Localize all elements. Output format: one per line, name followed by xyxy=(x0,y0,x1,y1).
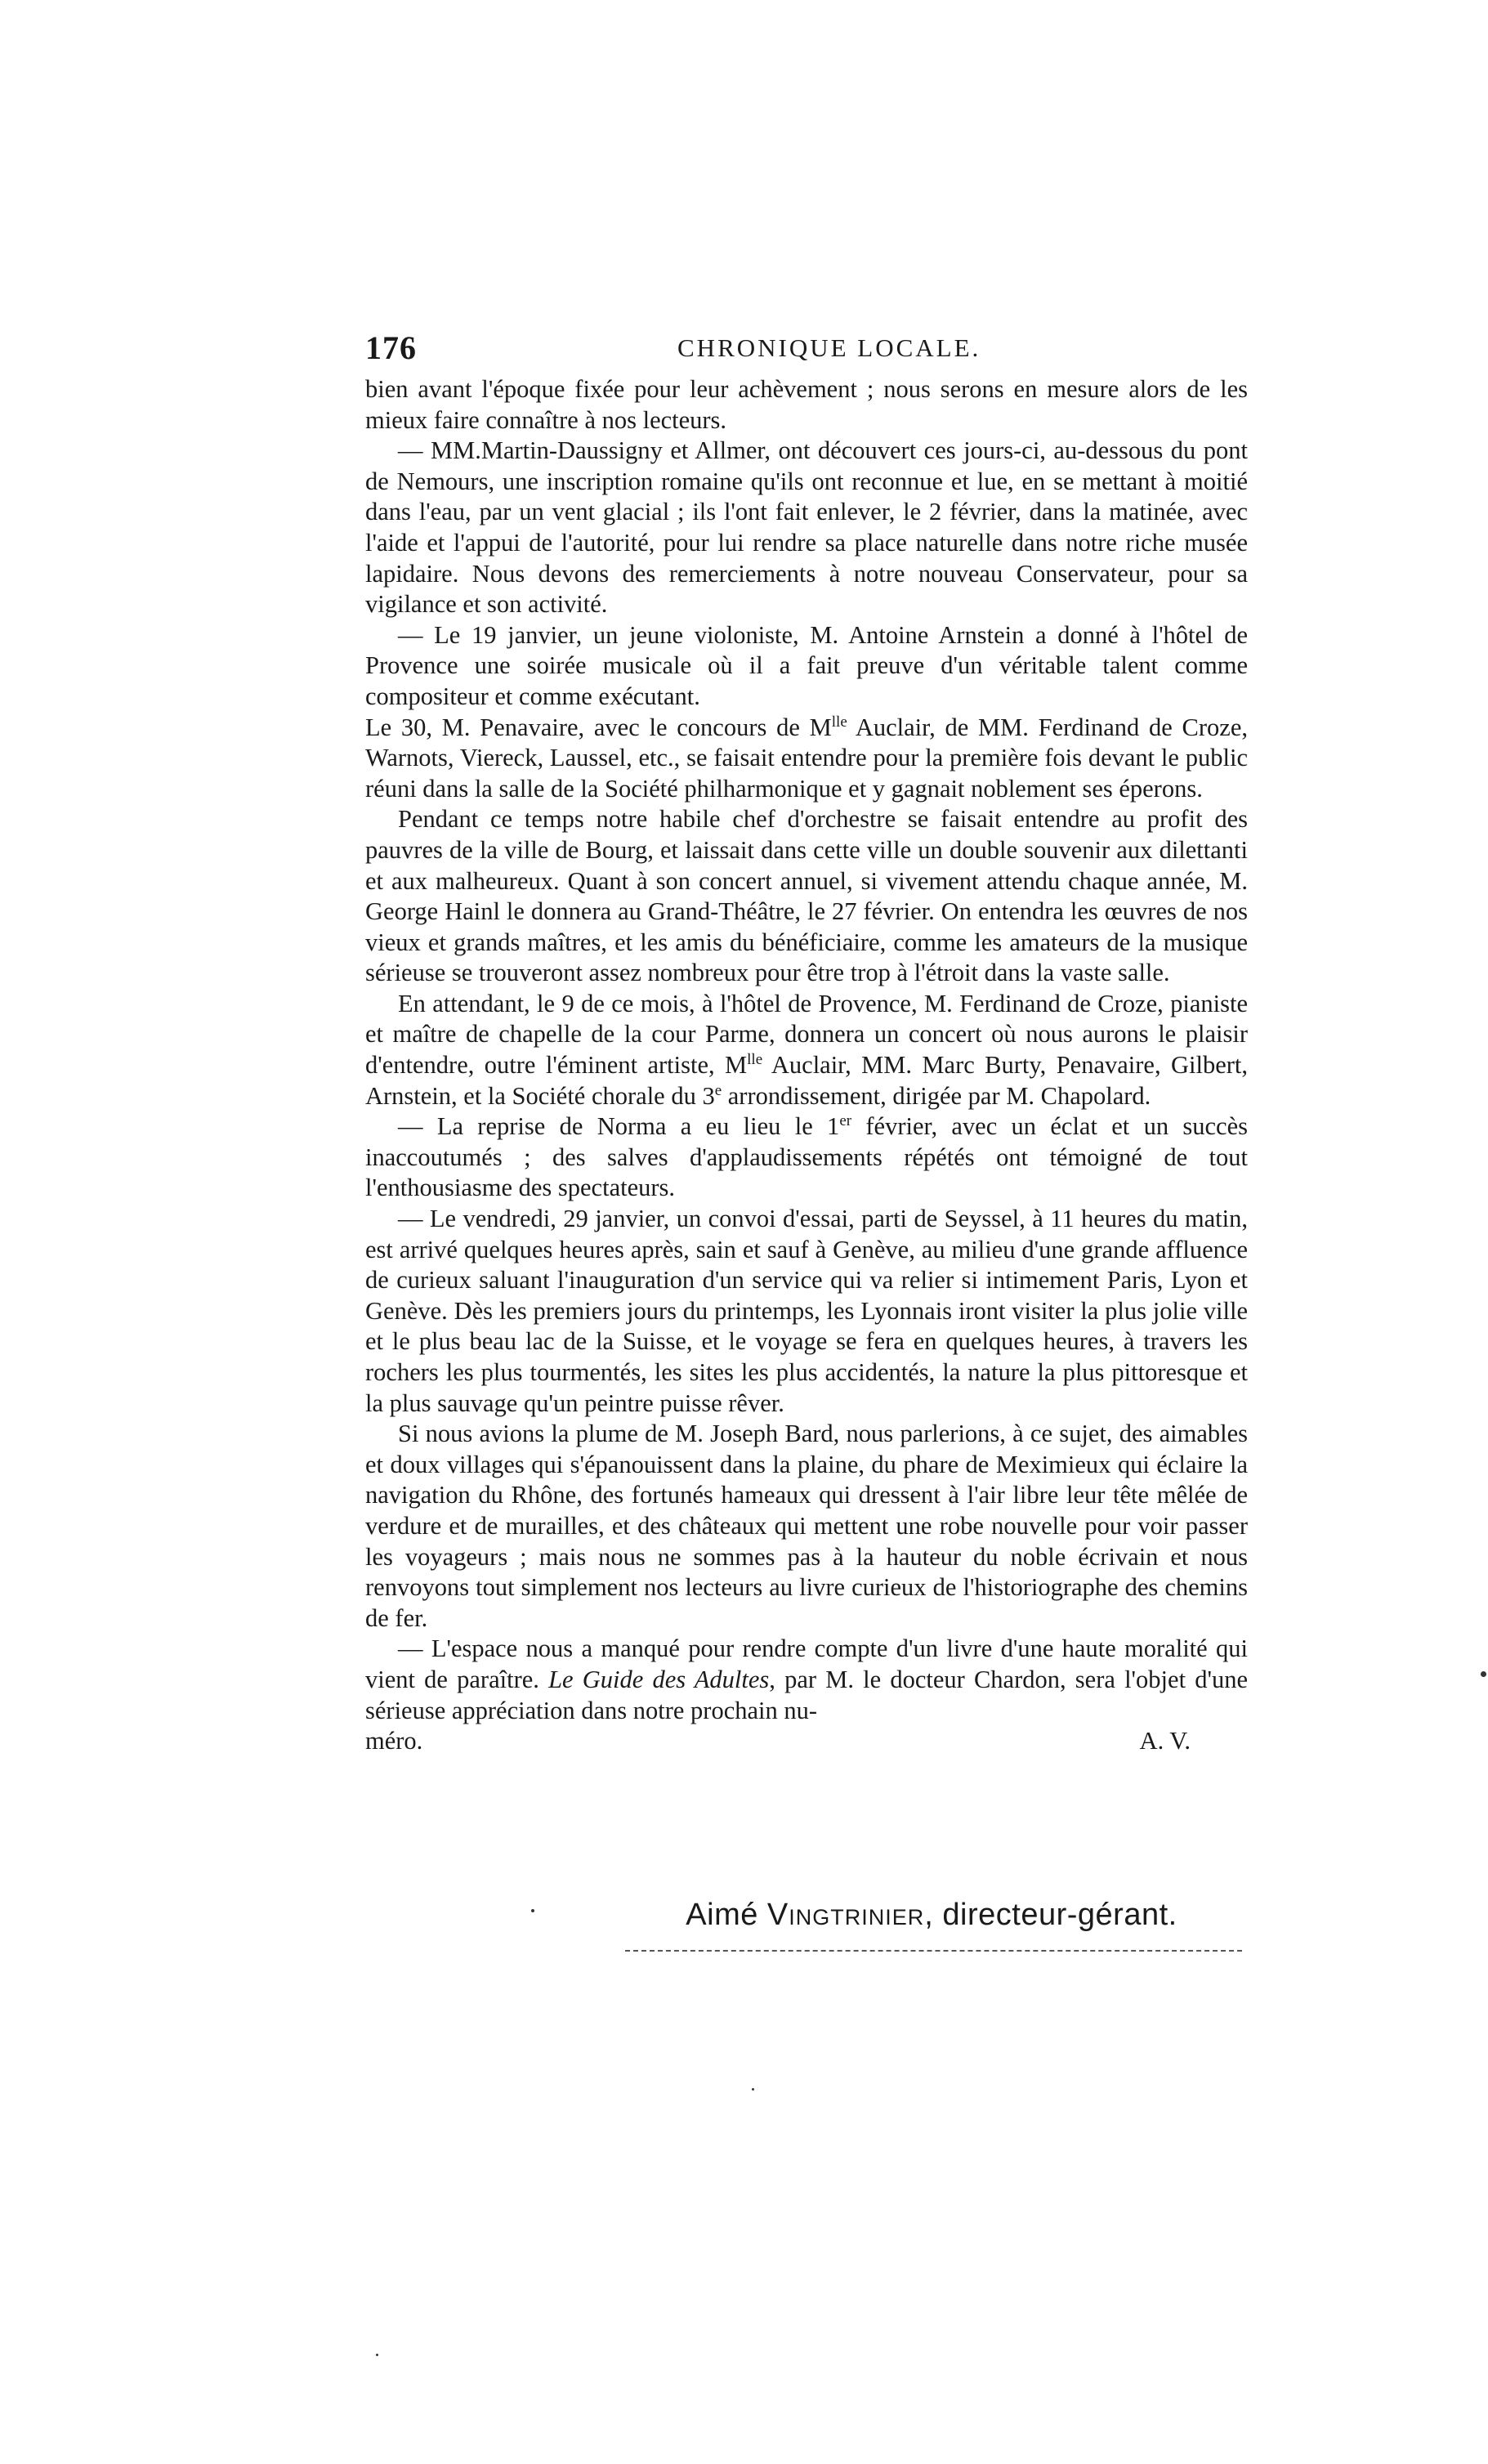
closing-word: méro. xyxy=(365,1727,423,1755)
text-run: , par M. le docteur Chardon, sera l'objet d'une sérieuse appréciation dans notre prochain nu- xyxy=(365,1665,1249,1724)
text-run: Auclair, de MM. Ferdinand de Croze, Warnots, Viereck, Laussel, etc., se faisait entendre pour la première fois devant le public réuni dans la salle de la Société philharmonique et y gagnait noblement ses éperons. xyxy=(365,713,1249,803)
text-run: Le 30, M. Penavaire, avec le concours de M xyxy=(365,713,832,741)
signature-first-name: Aimé xyxy=(686,1898,758,1932)
paragraph-croze-concert xyxy=(365,989,1248,1111)
paragraph-inscription: — MM.Martin-Daussigny et Allmer, ont découvert ces jours-ci, au-dessous du pont de Nemours, une inscription romaine qu'ils ont reconnue et lue, en se mettant à moitié dans l'eau, par un vent glacial ; ils l'ont fait enlever, le 2 février, dans la matinée, avec l'aide et l'appui de l'autorité, pour lui rendre sa place naturelle dans notre riche musée lapidaire. Nous devons des remerciements à notre nouveau Conservateur, pour sa vigilance et son activité. xyxy=(365,436,1248,619)
scan-speck xyxy=(1481,1671,1486,1677)
scan-speck xyxy=(752,2088,754,2091)
paragraph-bard: Si nous avions la plume de M. Joseph Bard, nous parlerions, à ce sujet, des aimables et doux villages qui s'épanouissent dans la plaine, du phare de Meximieux qui éclaire la navigation du Rhône, des fortunés hameaux qui dressent à l'air libre leur tête mêlée de verdure et de murailles, et des châteaux qui mettent une robe nouvelle pour voir passer les voyageurs ; mais nous ne sommes pas à la hauteur du noble écrivain et nous renvoyons tout simplement nos lecteurs au livre curieux de l'historiographe des chemins de fer. xyxy=(365,1420,1248,1632)
page-number: 176 xyxy=(365,329,417,366)
paragraph-0: bien avant l'époque fixée pour leur achèvement ; nous serons en mesure alors de les mieux faire connaître à nos lecteurs. xyxy=(365,375,1248,434)
paragraph-penavaire xyxy=(365,713,1248,805)
text-run: — La reprise de Norma a eu lieu le 1 xyxy=(398,1112,840,1141)
signature-rule xyxy=(625,1950,1242,1952)
signature-role: , directeur-gérant. xyxy=(924,1898,1177,1932)
text-run: février, avec un éclat et un succès inaccoutumés ; des salves d'applaudissements répétés ont témoigné de tout l'enthousiasme des spectateurs. xyxy=(365,1112,1248,1202)
superscript: e xyxy=(714,1081,722,1099)
author-initials: A. V. xyxy=(1139,1727,1191,1755)
superscript: er xyxy=(839,1112,852,1130)
paragraph-norma xyxy=(365,1111,1248,1204)
text-run: En attendant, le 9 de ce mois, à l'hôtel de Provence, M. Ferdinand de Croze, pianiste et maître de chapelle de la cour Parme, donnera un concert où nous aurons le plaisir d'entendre, outre l'éminent artiste, M xyxy=(365,989,1248,1080)
paragraph-arnstein: — Le 19 janvier, un jeune violoniste, M. Antoine Arnstein a donné à l'hôtel de Provence une soirée musicale où il a fait preuve d'un véritable talent comme compositeur et comme exécutant. xyxy=(365,620,1248,710)
superscript: lle xyxy=(747,1050,763,1068)
closing-line xyxy=(365,1726,1248,1757)
scan-speck xyxy=(376,2354,378,2356)
article-body xyxy=(365,374,1248,1757)
text-run: — L'espace nous a manqué pour rendre compte d'un livre d'une haute moralité qui vient de paraître. xyxy=(365,1634,1248,1693)
superscript: lle xyxy=(831,713,847,731)
text-run: Auclair, MM. Marc Burty, Penavaire, Gilbert, Arnstein, et la Société chorale du 3 xyxy=(365,1051,1248,1110)
paragraph-hainl: Pendant ce temps notre habile chef d'orchestre se faisait entendre au profit des pauvres de la ville de Bourg, et laissait dans cette ville un double souvenir aux dilettanti et aux malheureux. Quant à son concert annuel, si vivement attendu chaque année, M. George Hainl le donnera au Grand-Théâtre, le 27 février. On entendra les œuvres de nos vieux et grands maîtres, et les amis du bénéficiaire, comme les amateurs de la musique sérieuse se trouveront assez nombreux pour être trop à l'étroit dans la vaste salle. xyxy=(365,805,1248,987)
paragraph-convoi: — Le vendredi, 29 janvier, un convoi d'essai, parti de Seyssel, à 11 heures du matin, est arrivé quelques heures après, sain et sauf à Genève, au milieu d'une grande affluence de curieux saluant l'inauguration d'un service qui va relier si intimement Paris, Lyon et Genève. Dès les premiers jours du printemps, les Lyonnais iront visiter la plus jolie ville et le plus beau lac de la Suisse, et le voyage se fera en quelques heures, à travers les rochers les plus tourmentés, les sites les plus accidentés, la nature la plus pittoresque et la plus sauvage qu'un peintre puisse rêver. xyxy=(365,1205,1248,1417)
scan-speck xyxy=(531,1909,534,1912)
publisher-signature xyxy=(621,1898,1242,1933)
signature-surname: Vingtrinier xyxy=(766,1898,925,1932)
page-header xyxy=(365,329,1248,374)
text-run: arrondissement, dirigée par M. Chapolard. xyxy=(722,1081,1151,1110)
running-title: CHRONIQUE LOCALE. xyxy=(677,333,981,362)
paragraph-guide-adultes xyxy=(365,1634,1248,1726)
book-title: Le Guide des Adultes xyxy=(548,1665,770,1693)
